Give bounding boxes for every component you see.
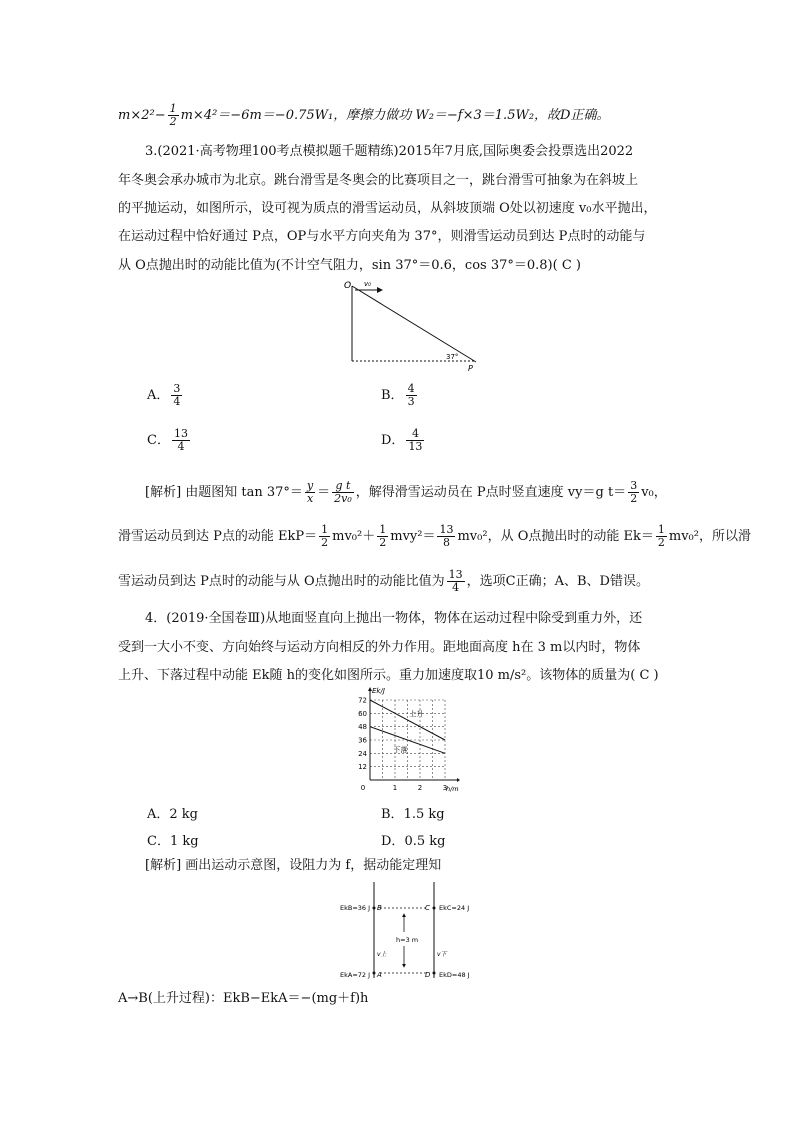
q3-line-1: 3.(2021·高考物理100考点模拟题千题精练)2015年7月底,国际奥委会投票选出2022 xyxy=(145,144,634,159)
q4-option-b[interactable]: B．1.5 kg xyxy=(381,807,445,822)
q3-line-3: 的平抛运动，如图所示，设可视为质点的滑雪运动员，从斜坡顶端 O处以初速度 v₀水平抛出， xyxy=(118,201,657,216)
point-a-dot xyxy=(373,972,376,975)
q3-option-d[interactable]: D． $\frac{4}{13}$ xyxy=(381,427,423,453)
slope-line-op xyxy=(352,286,476,362)
top-prefix: m×2²− xyxy=(118,108,166,123)
eka-label: EkA=72 J xyxy=(340,971,371,979)
x-axis-arrow xyxy=(457,778,460,782)
q4-option-c[interactable]: C．1 kg xyxy=(147,834,199,849)
point-d-dot xyxy=(433,972,436,975)
x-axis-label: h/m xyxy=(446,785,459,793)
point-d-label: D xyxy=(425,971,431,979)
point-a-label: A xyxy=(377,971,382,979)
y-tick-label: 60 xyxy=(358,709,367,718)
point-c-dot xyxy=(433,907,436,910)
top-formula-line xyxy=(118,103,609,128)
half-fraction: $\frac{1}{2}$ xyxy=(169,102,177,128)
x-tick-label: 2 xyxy=(417,784,423,792)
q3-option-a[interactable]: A． $\frac{3}{4}$ xyxy=(147,382,181,408)
y-axis-label: Ek/J xyxy=(372,687,385,695)
y-tick-label: 12 xyxy=(358,763,367,772)
q4-option-d[interactable]: D．0.5 kg xyxy=(381,834,446,849)
y-tick-label: 48 xyxy=(358,723,367,732)
q3-line-5: 从 O点抛出时的动能比值为(不计空气阻力，sin 37°＝0.6，cos 37°＝0.8)( C ) xyxy=(118,258,581,273)
q4-last-line: A→B(上升过程)：EkB−EkA＝−(mg＋f)h xyxy=(118,991,369,1006)
q4-line-3: 上升、下落过程中动能 Ek随 h的变化如图所示。重力加速度取10 m/s²。该物体的质量为( C ) xyxy=(118,668,659,683)
q4-option-a[interactable]: A．2 kg xyxy=(147,807,198,822)
v0-label: v₀ xyxy=(364,280,371,288)
x-tick-label: 3 xyxy=(442,784,448,792)
point-p-label: P xyxy=(468,364,473,373)
q4-analysis-line: [解析] 画出运动示意图，设阻力为 f，据动能定理知 xyxy=(145,858,442,873)
point-b-dot xyxy=(373,907,376,910)
y-tick-label: 72 xyxy=(358,696,367,705)
q3-analysis-line-1: [解析] 由题图知 tan 37°＝ $\frac{y}{x}$ ＝ $\frac{\text{g t}}{\text{2v₀}}$ ，解得滑雪运动员在 P点时竖直速度 vy＝g t＝ $\frac{3}{2}$ v₀， xyxy=(145,479,667,505)
q3-analysis-line-2: 滑雪运动员到达 P点的动能 EkP＝ $\frac{1}{2}$ mv₀²＋ $\frac{1}{2}$ mvy²＝ $\frac{13}{8}$ mv₀²，从 O点抛出时的动能 Ek＝ $\frac{1}{2}$ mv₀²，所以滑 xyxy=(118,523,751,549)
q3-line-2: 年冬奥会承办城市为北京。跳台滑雪是冬奥会的比赛项目之一，跳台滑雪可抽象为在斜坡上 xyxy=(118,173,639,188)
q3-analysis-line-3: 雪运动员到达 P点时的动能与从 O点抛出时的动能比值为 $\frac{13}{4}$ ，选项C正确；A、B、D错误。 xyxy=(118,568,649,594)
point-c-label: C xyxy=(425,904,430,912)
v-down-label: v下 xyxy=(437,951,447,958)
ek-h-chart xyxy=(350,684,480,794)
series-label-down: 下落 xyxy=(393,746,408,754)
motion-diagram xyxy=(340,880,490,982)
ekb-label: EkB=36 J xyxy=(340,904,371,912)
q4-line-2: 受到一大小不变、方向始终与运动方向相反的外力作用。距地面高度 h在 3 m以内时，物体 xyxy=(118,640,641,655)
ekc-label: EkC=24 J xyxy=(439,904,470,912)
height-label: h=3 m xyxy=(396,936,419,944)
q3-option-c[interactable]: C． $\frac{13}{4}$ xyxy=(147,427,188,453)
slope-figure xyxy=(340,276,490,376)
point-b-label: B xyxy=(377,904,382,912)
q3-line-4: 在运动过程中恰好通过 P点，OP与水平方向夹角为 37°，则滑雪运动员到达 P点时的动能与 xyxy=(118,229,646,244)
q4-line-1: 4．(2019·全国卷Ⅲ)从地面竖直向上抛出一物体，物体在运动过程中除受到重力外，还 xyxy=(145,611,643,626)
top-rest: m×4²＝−6m＝−0.75W₁，摩擦力做功 W₂＝−f×3＝1.5W₂，故D正确。 xyxy=(180,108,610,123)
point-o-label: O xyxy=(344,281,352,291)
angle-label: 37° xyxy=(446,353,459,361)
y-tick-label: 36 xyxy=(358,736,367,745)
ekd-label: EkD=48 J xyxy=(439,971,470,979)
x-tick-label: 1 xyxy=(392,784,398,792)
series-label-up: 上升 xyxy=(409,710,424,718)
y-tick-label: 24 xyxy=(358,749,367,758)
q3-option-b[interactable]: B． $\frac{4}{3}$ xyxy=(381,382,415,408)
origin-label: 0 xyxy=(360,784,366,792)
v-up-label: v上 xyxy=(377,951,387,958)
